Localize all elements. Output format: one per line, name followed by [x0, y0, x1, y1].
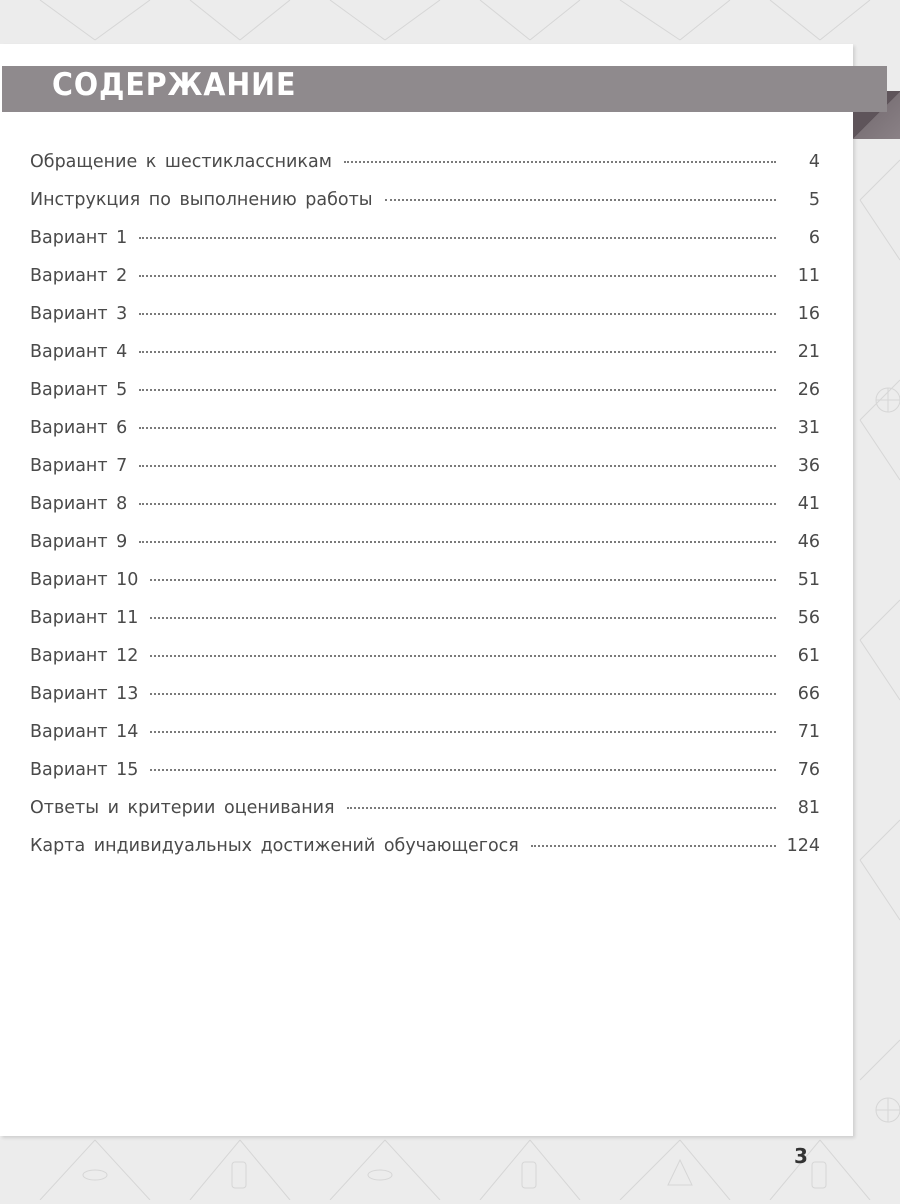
leader-dots — [139, 427, 776, 429]
toc-item-label: Вариант 6 — [30, 418, 128, 438]
leader-dots — [531, 845, 776, 847]
toc-item-label: Вариант 13 — [30, 684, 139, 704]
leader-dots — [139, 465, 776, 467]
toc-item[interactable] — [30, 418, 820, 448]
toc-item[interactable] — [30, 798, 820, 828]
toc-item-label: Инструкция по выполнению работы — [30, 190, 373, 210]
toc-item[interactable] — [30, 836, 820, 866]
toc-item-page: 46 — [797, 532, 820, 552]
leader-dots — [150, 579, 776, 581]
toc-item-page: 36 — [797, 456, 820, 476]
leader-dots — [150, 731, 776, 733]
leader-dots — [150, 655, 776, 657]
toc-item-page: 16 — [797, 304, 820, 324]
toc-item-label: Обращение к шестиклассникам — [30, 152, 332, 172]
leader-dots — [150, 617, 776, 619]
toc-item-label: Ответы и критерии оценивания — [30, 798, 335, 818]
toc-item-page: 124 — [786, 836, 820, 856]
toc-item-label: Вариант 14 — [30, 722, 139, 742]
leader-dots — [139, 503, 776, 505]
toc-item-page: 81 — [797, 798, 820, 818]
toc-item-label: Вариант 4 — [30, 342, 128, 362]
toc-item-label: Вариант 8 — [30, 494, 128, 514]
toc-item[interactable] — [30, 304, 820, 334]
toc-item-label: Вариант 2 — [30, 266, 128, 286]
leader-dots — [139, 389, 776, 391]
leader-dots — [139, 313, 776, 315]
toc-item-label: Вариант 11 — [30, 608, 139, 628]
toc-item[interactable] — [30, 266, 820, 296]
leader-dots — [139, 237, 776, 239]
leader-dots — [347, 807, 776, 809]
toc-item-page: 66 — [797, 684, 820, 704]
toc-item[interactable] — [30, 494, 820, 524]
toc-item[interactable] — [30, 646, 820, 676]
leader-dots — [139, 541, 776, 543]
toc-item-page: 31 — [797, 418, 820, 438]
page-title: СОДЕРЖАНИЕ — [52, 67, 297, 103]
toc-item-label: Вариант 7 — [30, 456, 128, 476]
toc-item-label: Вариант 15 — [30, 760, 139, 780]
toc-item[interactable] — [30, 760, 820, 790]
toc-item-page: 61 — [797, 646, 820, 666]
toc-item-page: 71 — [797, 722, 820, 742]
toc-item-page: 5 — [808, 190, 820, 210]
toc-item[interactable] — [30, 342, 820, 372]
toc-item[interactable] — [30, 456, 820, 486]
toc-item-page: 51 — [797, 570, 820, 590]
toc-item-label: Вариант 5 — [30, 380, 128, 400]
leader-dots — [139, 275, 776, 277]
toc-item-label: Вариант 1 — [30, 228, 128, 248]
toc-item-page: 76 — [797, 760, 820, 780]
toc-item-page: 11 — [797, 266, 820, 286]
toc-item-label: Карта индивидуальных достижений обучающегося — [30, 836, 519, 856]
leader-dots — [344, 161, 776, 163]
toc-item[interactable] — [30, 190, 820, 220]
toc-item-page: 56 — [797, 608, 820, 628]
toc-item-page: 6 — [808, 228, 820, 248]
leader-dots — [150, 769, 776, 771]
toc-item-page: 26 — [797, 380, 820, 400]
toc-item-label: Вариант 9 — [30, 532, 128, 552]
toc-item[interactable] — [30, 532, 820, 562]
toc-item[interactable] — [30, 684, 820, 714]
toc-item-label: Вариант 12 — [30, 646, 139, 666]
toc-item[interactable] — [30, 570, 820, 600]
toc-item-page: 41 — [797, 494, 820, 514]
toc-item-page: 4 — [808, 152, 820, 172]
toc-item[interactable] — [30, 152, 820, 182]
toc-item[interactable] — [30, 722, 820, 752]
leader-dots — [150, 693, 776, 695]
toc-item-page: 21 — [797, 342, 820, 362]
leader-dots — [385, 199, 776, 201]
leader-dots — [139, 351, 776, 353]
toc-item[interactable] — [30, 608, 820, 638]
toc-item[interactable] — [30, 380, 820, 410]
toc-item-label: Вариант 3 — [30, 304, 128, 324]
page-number: 3 — [794, 1144, 808, 1168]
toc-item-label: Вариант 10 — [30, 570, 139, 590]
toc-item[interactable] — [30, 228, 820, 258]
